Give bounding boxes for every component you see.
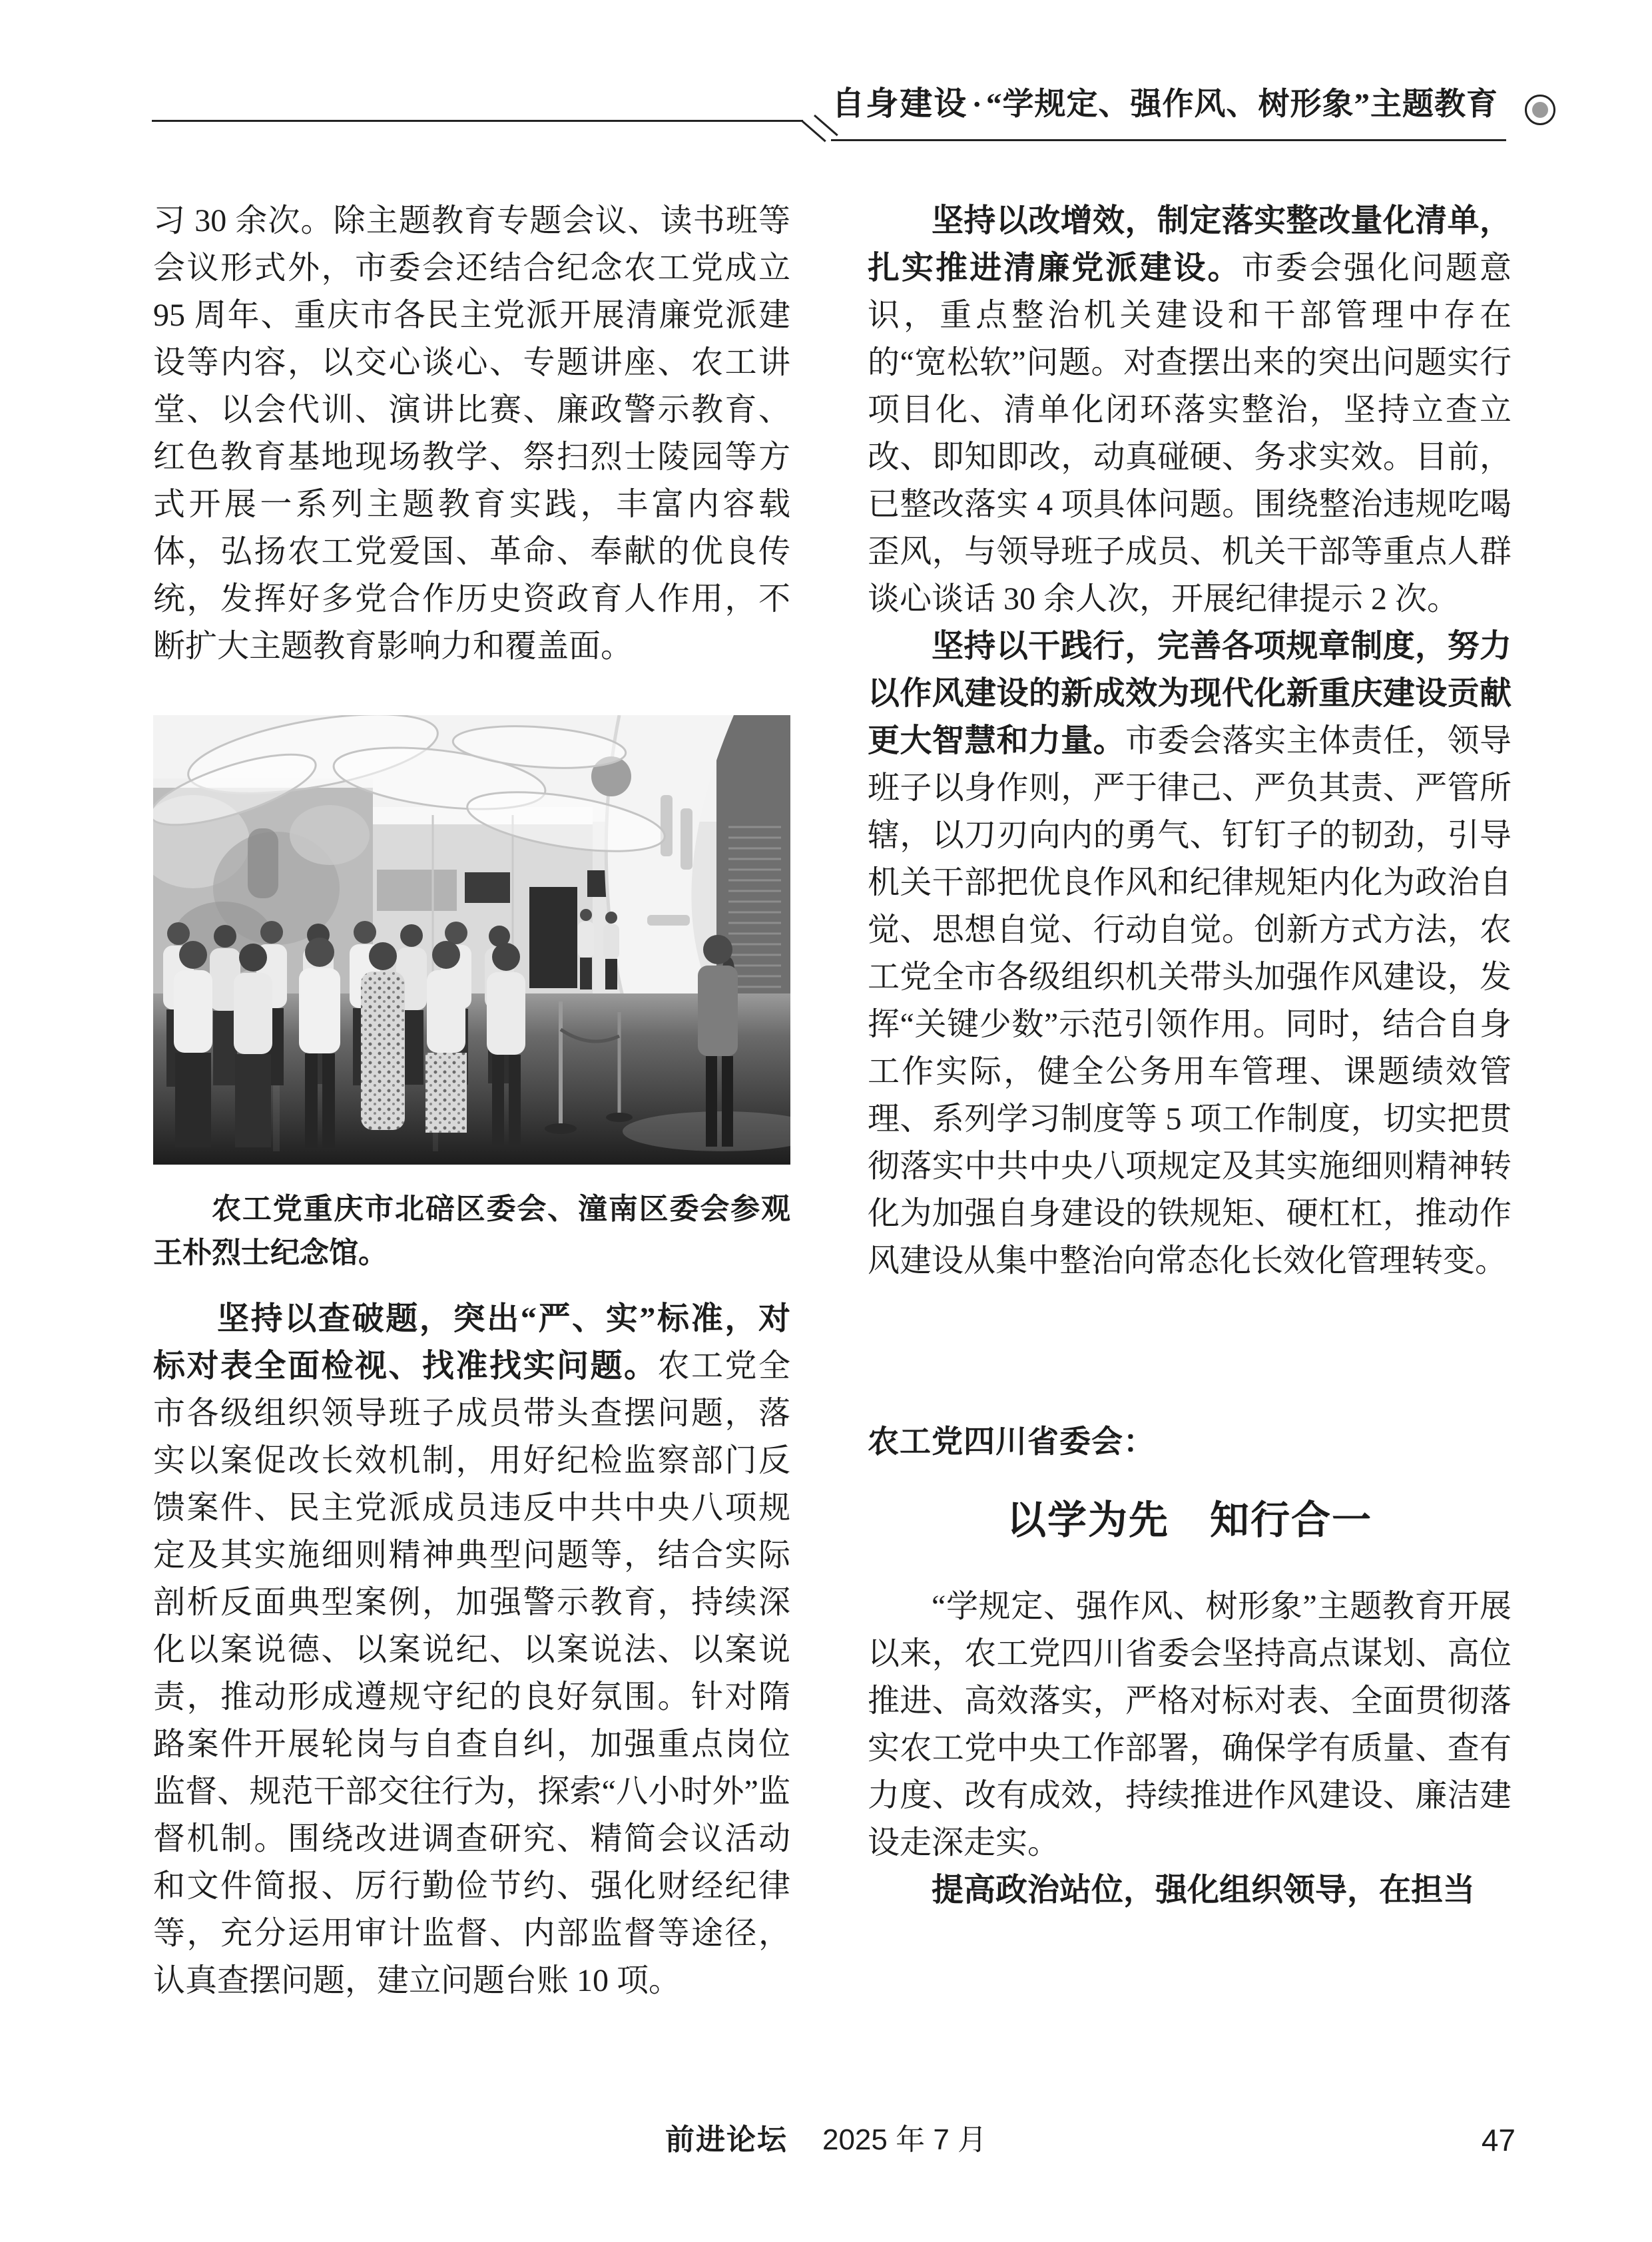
photo-figure xyxy=(153,715,790,1275)
footer xyxy=(0,2121,1652,2159)
page-number: 47 xyxy=(1481,2123,1515,2157)
bullseye-icon xyxy=(1525,95,1555,125)
paragraph xyxy=(153,1295,790,2004)
paragraph-text: “学规定、强作风、树形象”主题教育开展以来，农工党四川省委会坚持高点谋划、高位推进、高效落实，严格对标对表、全面贯彻落实农工党中央工作部署，确保学有质量、查有力度、改有成效，持续推进作风建设、廉洁建设走深走实。 xyxy=(868,1589,1512,1860)
header-rule-left xyxy=(152,120,803,122)
journal-name: 前进论坛 xyxy=(665,2123,788,2156)
section-title: 以学为先 知行合一 xyxy=(1006,1498,1372,1542)
section-kicker: 农工党四川省委会： xyxy=(868,1424,1155,1459)
left-column xyxy=(153,197,790,2004)
paragraph-lead: 坚持以查破题，突出“严、实”标准，对标对表全面检视、找准找实问题。 xyxy=(153,1301,790,1384)
photo-caption: 农工党重庆市北碚区委会、潼南区委会参观王朴烈士纪念馆。 xyxy=(153,1193,790,1269)
paragraph xyxy=(868,1866,1512,1914)
paragraph-text: 农工党全市各级组织领导班子成员带头查摆问题，落实以案促改长效机制，用好纪检监察部门反馈案件、民主党派成员违反中共中央八项规定及其实施细则精神典型问题等，结合实际剖析反面典型案例，加强警示教育，持续深化以案说德、以案说纪、以案说法、以案说责，推动形成遵规守纪的良好氛围。针对隋路案件开展轮岗与自查自纠，加强重点岗位监督、规范干部交往行为，探索“八小时外”监督机制。围绕改进调查研究、精简会议活动和文件简报、厉行勤俭节约、强化财经纪律等，充分运用审计监督、内部监督等途径，认真查摆问题，建立问题台账 10 项。 xyxy=(153,1348,790,1998)
header-separator: · xyxy=(971,87,982,122)
paragraph xyxy=(868,1583,1512,1866)
page-header xyxy=(832,85,1498,123)
paragraph-text: 市委会落实主体责任，领导班子以身作则，严于律己、严负其责、严管所辖，以刀刃向内的勇气、钉钉子的韧劲，引导机关干部把优良作风和纪律规矩内化为政治自觉、思想自觉、行动自觉。创新方式方法，农工党全市各级组织机关带头加强作风建设，发挥“关键少数”示范引领作用。同时，结合自身工作实际，健全公务用车管理、课题绩效管理、系列学习制度等 5 项工作制度，切实把贯彻落实中共中央八项规定及其实施细则精神转化为加强自身建设的铁规矩、硬杠杠，推动作风建设从集中整治向常态化长效化管理转变。 xyxy=(868,723,1512,1278)
paragraph-lead: 坚持以干践行，完善各项规章制度，努力以作风建设的新成效为现代化新重庆建设贡献更大智慧和力量。 xyxy=(868,629,1512,758)
header-section-label: 自身建设 xyxy=(832,86,968,122)
paragraph-continuation xyxy=(153,197,790,670)
paragraph-lead: 坚持以改增效，制定落实整改量化清单，扎实推进清廉党派建设。 xyxy=(868,203,1512,286)
paragraph-lead: 提高政治站位，强化组织领导，在担当 xyxy=(932,1872,1476,1908)
right-column xyxy=(868,197,1512,1914)
issue-date: 2025 年 7 月 xyxy=(822,2123,987,2156)
memorial-hall-photo xyxy=(153,715,790,1165)
paragraph xyxy=(868,623,1512,1284)
header-topic: “学规定、强作风、树形象”主题教育 xyxy=(986,87,1498,122)
paragraph xyxy=(868,197,1512,623)
header-rule-right xyxy=(831,139,1506,141)
paragraph-text: 习 30 余次。除主题教育专题会议、读书班等会议形式外，市委会还结合纪念农工党成立 95 周年、重庆市各民主党派开展清廉党派建设等内容，以交心谈心、专题讲座、农工讲堂、以会代训、演讲比赛、廉政警示教育、红色教育基地现场教学、祭扫烈士陵园等方式开展一系列主题教育实践，丰富内容载体，弘扬农工党爱国、革命、奉献的优良传统，发挥好多党合作历史资政育人作用，不断扩大主题教育影响力和覆盖面。 xyxy=(153,203,790,664)
paragraph-text: 市委会强化问题意识，重点整治机关建设和干部管理中存在的“宽松软”问题。对查摆出来的突出问题实行项目化、清单化闭环落实整治，坚持立查立改、即知即改，动真碰硬、务求实效。目前，已整改落实 4 项具体问题。围绕整治违规吃喝歪风，与领导班子成员、机关干部等重点人群谈心谈话 30 余人次，开展纪律提示 2 次。 xyxy=(868,250,1512,617)
